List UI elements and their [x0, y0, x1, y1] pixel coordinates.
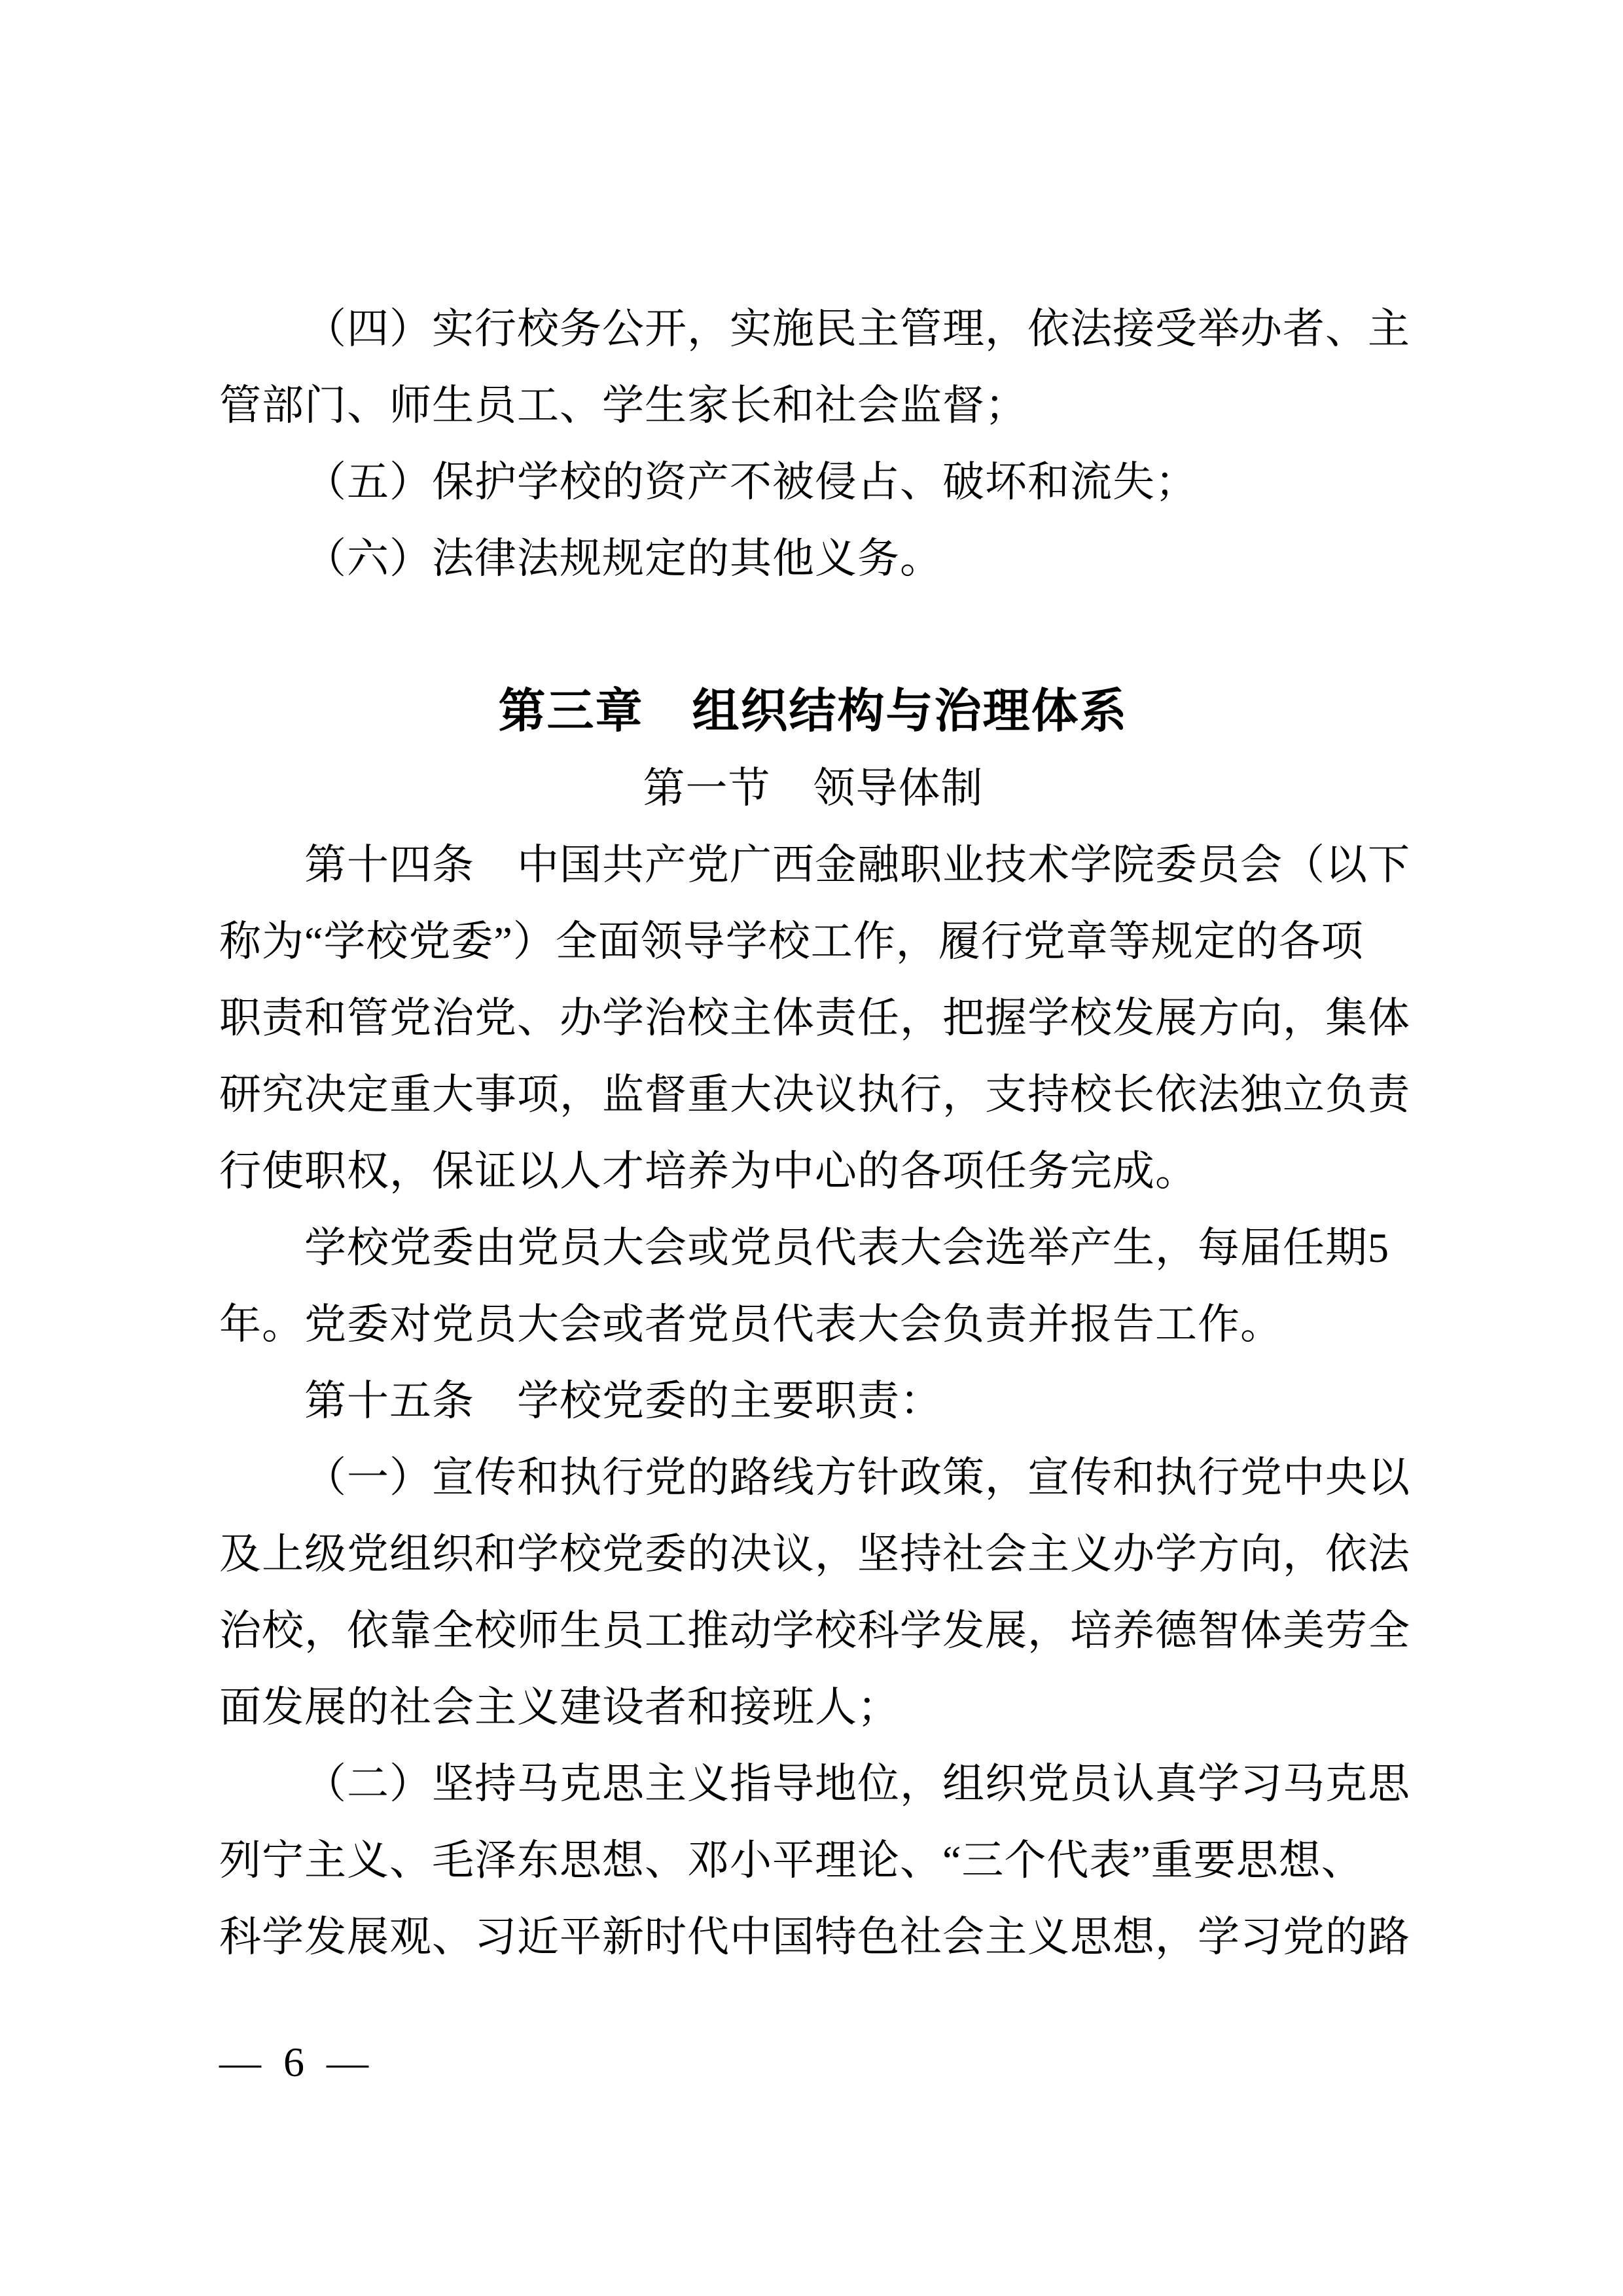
paragraph	[219, 291, 1410, 444]
text-line: 列宁主义、毛泽东思想、邓小平理论、“三个代表”重要思想、	[219, 1837, 1364, 1884]
document-body	[219, 291, 1410, 1975]
text-line: 职责和管党治党、办学治校主体责任，把握学校发展方向，集体	[219, 995, 1410, 1041]
text-line: 及上级党组织和学校党委的决议，坚持社会主义办学方向，依法	[219, 1531, 1410, 1577]
text-line: 第十五条 学校党委的主要职责：	[304, 1378, 942, 1424]
paragraph	[219, 520, 1407, 597]
paragraph	[219, 1439, 1410, 1746]
text-line: 科学发展观、习近平新时代中国特色社会主义思想，学习党的路	[219, 1914, 1410, 1960]
text-line: （六）法律法规规定的其他义务。	[304, 535, 942, 582]
text-line: 研究决定重大事项，监督重大决议执行，支持校长依法独立负责	[219, 1071, 1410, 1118]
section-heading	[219, 750, 1407, 827]
paragraph	[219, 1746, 1410, 1975]
text-line: 第一节 领导体制	[643, 765, 984, 812]
text-line: 管部门、师生员工、学生家长和社会监督；	[219, 382, 1027, 429]
paragraph	[219, 1210, 1407, 1363]
page-number: — 6 —	[219, 2039, 370, 2085]
text-line: 称为“学校党委”）全面领导学校工作，履行党章等规定的各项	[219, 918, 1364, 965]
paragraph	[219, 827, 1410, 1210]
text-line: 学校党委由党员大会或党员代表大会选举产生，每届任期5	[304, 1225, 1389, 1271]
paragraph	[219, 1363, 1407, 1439]
text-line: 年。党委对党员大会或者党员代表大会负责并报告工作。	[219, 1301, 1283, 1348]
text-line: （二）坚持马克思主义指导地位，组织党员认真学习马克思	[304, 1761, 1410, 1807]
text-line: 面发展的社会主义建设者和接班人；	[219, 1684, 900, 1731]
text-line: （一）宣传和执行党的路线方针政策，宣传和执行党中央以	[304, 1454, 1410, 1501]
text-line: 第三章 组织结构与治理体系	[498, 685, 1128, 738]
text-line: 治校，依靠全校师生员工推动学校科学发展，培养德智体美劳全	[219, 1607, 1410, 1654]
text-line: （五）保护学校的资产不被侵占、破坏和流失；	[304, 459, 1198, 505]
text-line: （四）实行校务公开，实施民主管理，依法接受举办者、主	[304, 306, 1410, 352]
text-line: 第十四条 中国共产党广西金融职业技术学院委员会（以下	[304, 842, 1410, 888]
chapter-heading	[219, 673, 1407, 750]
text-line: 行使职权，保证以人才培养为中心的各项任务完成。	[219, 1148, 1198, 1194]
paragraph	[219, 444, 1407, 520]
